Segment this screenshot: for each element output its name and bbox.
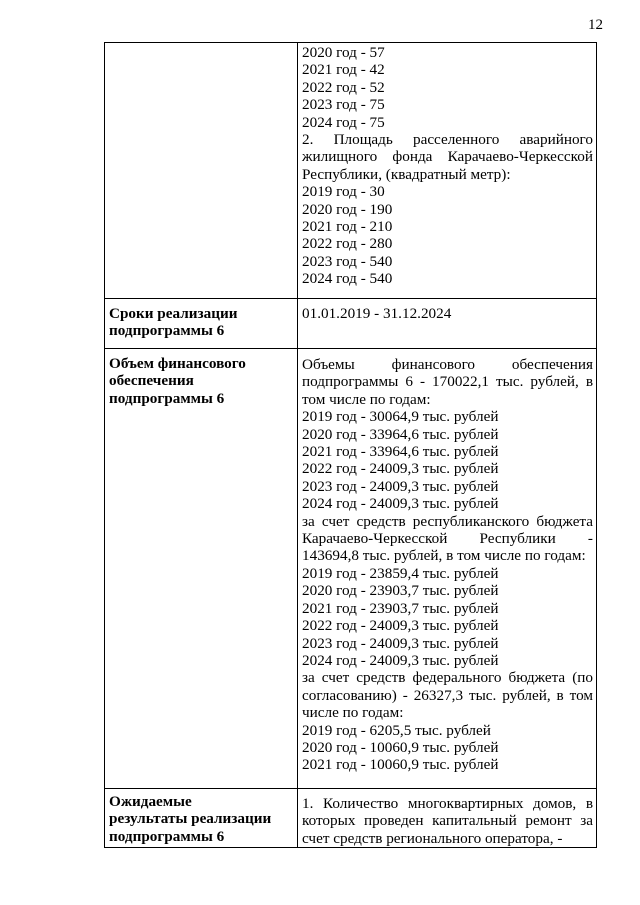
funding-line: 2019 год - 30064,9 тыс. рублей	[302, 408, 499, 426]
row-label-cell	[105, 789, 298, 848]
funding-paragraph: Карачаево-Черкесской Республики -	[302, 530, 593, 548]
indicator-line: 2023 год - 540	[302, 252, 393, 270]
indicator-line: 2024 год - 75	[302, 113, 385, 131]
expected-results-paragraph: 1. Количество многоквартирных домов, в которых проведен капитальный ремонт за счет средств регионального оператора, -	[302, 795, 593, 847]
funding-paragraph: Объемы финансового обеспечения подпрограммы 6 - 170022,1 тыс. рублей, в том числе по годам:	[302, 356, 593, 408]
funding-line: 2024 год - 24009,3 тыс. рублей	[302, 651, 499, 669]
indicator-paragraph: 2. Площадь расселенного аварийного жилищного фонда Карачаево-Черкесской Республики, (квадратный метр):	[302, 131, 593, 183]
indicator-line: 2021 год - 210	[302, 218, 393, 236]
funding-line: 2023 год - 24009,3 тыс. рублей	[302, 477, 499, 495]
subprogram-passport-table	[104, 42, 597, 848]
funding-line: 2024 год - 24009,3 тыс. рублей	[302, 495, 499, 513]
funding-line: 2023 год - 24009,3 тыс. рублей	[302, 634, 499, 652]
row-value-cell	[298, 43, 597, 299]
funding-paragraph: 143694,8 тыс. рублей, в том числе по годам:	[302, 547, 586, 565]
funding-line: 2021 год - 33964,6 тыс. рублей	[302, 443, 499, 461]
row-label: результаты реализации	[109, 810, 272, 828]
row-label: Объем финансового обеспечения подпрограммы 6	[109, 355, 246, 407]
row-value-cell	[298, 349, 597, 789]
row-label-cell	[105, 349, 298, 789]
indicator-line: 2020 год - 57	[302, 44, 385, 61]
funding-line: 2019 год - 6205,5 тыс. рублей	[302, 721, 491, 739]
funding-line: 2020 год - 10060,9 тыс. рублей	[302, 738, 499, 756]
funding-line: 2021 год - 10060,9 тыс. рублей	[302, 756, 499, 774]
implementation-period: 01.01.2019 - 31.12.2024	[302, 305, 452, 322]
row-label-cell	[105, 43, 298, 299]
funding-line: 2020 год - 33964,6 тыс. рублей	[302, 425, 499, 443]
table-row	[105, 299, 597, 349]
indicator-line: 2023 год - 75	[302, 96, 385, 114]
indicator-line: 2024 год - 540	[302, 270, 393, 288]
table-row	[105, 43, 597, 299]
indicator-line: 2021 год - 42	[302, 61, 385, 79]
funding-line: 2019 год - 23859,4 тыс. рублей	[302, 564, 499, 582]
funding-line: 2022 год - 24009,3 тыс. рублей	[302, 460, 499, 478]
funding-paragraph: за счет средств федерального бюджета (по согласованию) - 26327,3 тыс. рублей, в том числе по годам:	[302, 669, 593, 722]
page-number: 12	[588, 17, 603, 33]
row-label-cell	[105, 299, 298, 349]
table-row	[105, 789, 597, 848]
funding-line: 2022 год - 24009,3 тыс. рублей	[302, 617, 499, 635]
table-row	[105, 349, 597, 789]
funding-paragraph: за счет средств республиканского бюджета	[302, 512, 593, 530]
row-value-cell	[298, 789, 597, 848]
funding-line: 2021 год - 23903,7 тыс. рублей	[302, 599, 499, 617]
row-label: Сроки реализации подпрограммы 6	[109, 305, 238, 340]
indicator-line: 2019 год - 30	[302, 183, 385, 201]
funding-line: 2020 год - 23903,7 тыс. рублей	[302, 582, 499, 600]
row-label	[105, 43, 297, 48]
indicator-line: 2020 год - 190	[302, 200, 393, 218]
row-value-cell	[298, 299, 597, 349]
row-label: подпрограммы 6	[109, 827, 225, 845]
indicator-line: 2022 год - 52	[302, 78, 385, 96]
indicator-line: 2022 год - 280	[302, 235, 393, 253]
row-label: Ожидаемые	[109, 793, 192, 810]
